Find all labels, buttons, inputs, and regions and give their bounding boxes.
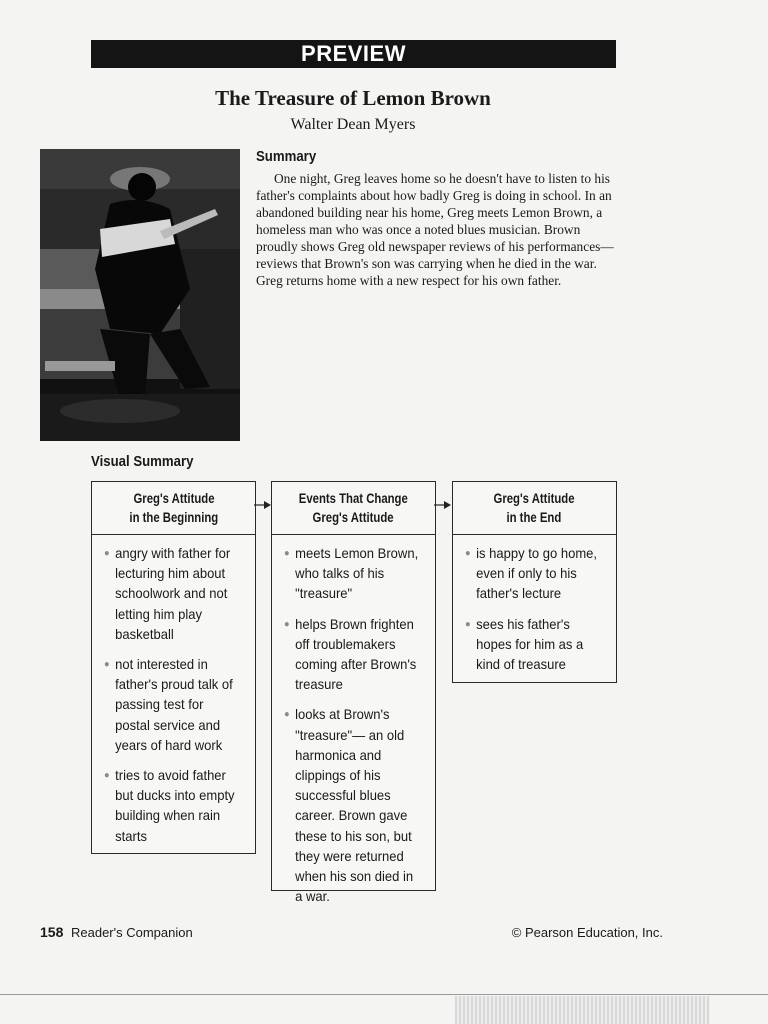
summary-paragraph: One night, Greg leaves home so he doesn't have to listen to his father's complaints about how badly Greg is doing in school. In an abandoned building near his home, Greg meets Lemon Brown, a homeless man who was once a noted blues musician. Brown proudly shows Greg old newspaper reviews of his performances—reviews that Brown's son was carrying when he died in the war. Greg returns home with a new respect for his own father. xyxy=(256,171,614,288)
list-item-text: tries to avoid father but ducks into empty building when rain starts xyxy=(115,767,235,844)
list-item xyxy=(465,543,600,604)
beginning-attitude-box xyxy=(91,481,256,854)
list-item xyxy=(104,654,239,755)
visual-summary-heading: Visual Summary xyxy=(91,453,194,470)
musician-photo xyxy=(40,149,240,441)
right-arrow-icon xyxy=(434,500,452,510)
events-list xyxy=(272,535,435,906)
story-author: Walter Dean Myers xyxy=(290,116,416,133)
list-item-text: looks at Brown's "treasure"— an old harmonica and clippings of his successful blues career. Brown gave these to his son, but they were returned when his son died in a war. xyxy=(295,706,414,905)
list-item-text: sees his father's hopes for him as a kind of treasure xyxy=(476,615,584,673)
scan-artifact xyxy=(455,996,710,1024)
circle-bullet-icon: ● xyxy=(284,548,290,559)
beginning-heading-line1: Greg's Attitude xyxy=(132,490,215,506)
list-item xyxy=(284,614,419,695)
beginning-list xyxy=(92,535,255,846)
circle-bullet-icon: ● xyxy=(465,618,471,630)
end-heading-line2: in the End xyxy=(507,509,562,525)
end-list xyxy=(453,535,616,674)
list-item xyxy=(104,543,239,644)
list-item-text: angry with father for lecturing him about schoolwork and not letting him play basketball xyxy=(115,545,231,642)
list-item-text: meets Lemon Brown, who talks of his "treasure" xyxy=(295,545,419,602)
list-item-text: not interested in father's proud talk of passing test for postal service and years of hard work xyxy=(115,656,233,753)
events-box-heading xyxy=(272,482,435,535)
end-attitude-box xyxy=(452,481,617,683)
page-number: 158 xyxy=(40,924,64,940)
story-title: The Treasure of Lemon Brown xyxy=(215,86,491,110)
beginning-heading-line2: in the Beginning xyxy=(129,509,218,525)
circle-bullet-icon: ● xyxy=(104,770,110,782)
list-item xyxy=(284,543,419,604)
list-item-text: is happy to go home, even if only to his father's lecture xyxy=(476,545,598,602)
list-item-text: helps Brown frighten off troublemakers coming after Brown's treasure xyxy=(295,615,417,693)
preview-banner: PREVIEW xyxy=(91,40,616,68)
guitar-player-image xyxy=(40,149,240,441)
list-item xyxy=(104,765,239,846)
events-heading-line2: Greg's Attitude xyxy=(312,509,395,525)
events-heading-line1: Events That Change xyxy=(298,490,409,506)
circle-bullet-icon: ● xyxy=(104,548,110,559)
circle-bullet-icon: ● xyxy=(465,548,471,559)
right-arrow-icon xyxy=(254,500,272,510)
events-box xyxy=(271,481,436,905)
circle-bullet-icon: ● xyxy=(284,618,290,630)
circle-bullet-icon: ● xyxy=(284,709,290,721)
circle-bullet-icon: ● xyxy=(104,659,110,671)
end-heading-line1: Greg's Attitude xyxy=(493,490,576,506)
end-box-heading xyxy=(453,482,616,535)
list-item xyxy=(465,614,600,675)
list-item xyxy=(284,704,419,906)
book-title: Reader's Companion xyxy=(71,925,193,940)
copyright-notice: © Pearson Education, Inc. xyxy=(511,925,663,940)
summary-heading: Summary xyxy=(256,148,317,165)
page-bottom-rule xyxy=(0,994,768,995)
beginning-box-heading xyxy=(92,482,255,535)
